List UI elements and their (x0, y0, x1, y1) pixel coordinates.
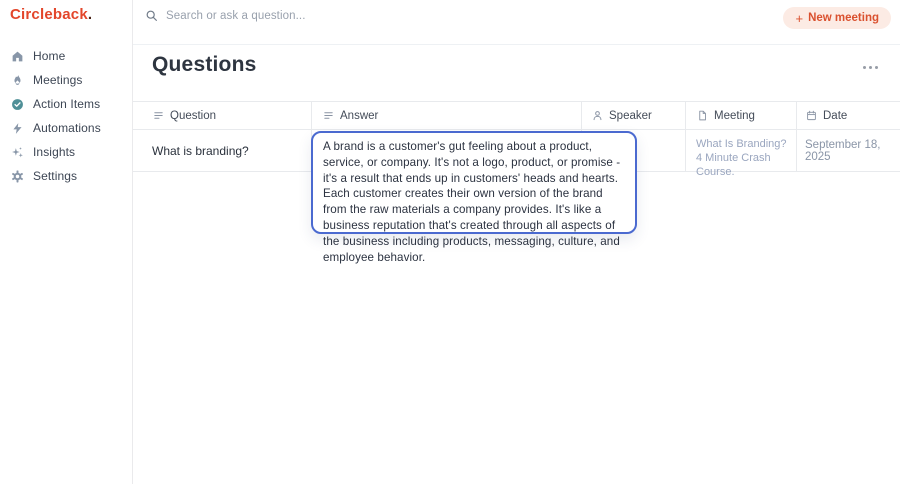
plus-icon: + (795, 10, 804, 26)
column-label: Meeting (714, 109, 755, 122)
text-lines-icon (322, 110, 334, 122)
answer-cell-expanded[interactable] (311, 131, 637, 264)
page-title: Questions (152, 53, 257, 76)
logo-text: Circleback (10, 6, 88, 23)
column-label: Answer (340, 109, 379, 122)
header-divider (133, 44, 900, 45)
sidebar-item-home[interactable] (0, 44, 132, 68)
logo-dot: . (87, 6, 93, 23)
column-label: Question (170, 109, 217, 122)
question-cell[interactable]: What is branding? (152, 143, 249, 158)
new-meeting-label: New meeting (808, 12, 879, 24)
column-header-question[interactable] (152, 102, 216, 129)
home-icon (10, 49, 24, 63)
sidebar-item-label: Settings (33, 169, 78, 183)
table-header (133, 101, 900, 130)
column-label: Speaker (609, 109, 652, 122)
more-options-button[interactable] (858, 59, 882, 75)
sidebar (0, 0, 133, 484)
lightning-icon (10, 121, 24, 135)
sidebar-item-label: Automations (33, 121, 101, 135)
sidebar-item-label: Action Items (33, 97, 101, 111)
search-placeholder: Search or ask a question... (166, 9, 306, 22)
check-circle-icon (10, 97, 24, 111)
flame-icon (10, 73, 24, 87)
sidebar-item-label: Insights (33, 145, 76, 159)
more-options-icon (863, 66, 866, 69)
column-header-meeting[interactable] (696, 102, 755, 129)
sidebar-item-action-items[interactable] (0, 92, 132, 116)
sidebar-item-insights[interactable] (0, 140, 132, 164)
sidebar-item-meetings[interactable] (0, 68, 132, 92)
file-icon (696, 110, 708, 122)
sidebar-item-settings[interactable] (0, 164, 132, 188)
app-logo[interactable] (10, 6, 92, 23)
meeting-link[interactable]: What Is Branding? 4 Minute Crash Course. (696, 138, 787, 178)
date-cell[interactable]: September 18, 2025 (805, 138, 881, 163)
column-header-speaker[interactable] (591, 102, 652, 129)
search-bar[interactable] (145, 9, 306, 22)
column-header-date[interactable] (805, 102, 847, 129)
search-icon (145, 9, 158, 22)
sidebar-item-automations[interactable] (0, 116, 132, 140)
sparkles-icon (10, 145, 24, 159)
person-icon (591, 110, 603, 122)
calendar-icon (805, 110, 817, 122)
column-header-answer[interactable] (322, 102, 378, 129)
column-label: Date (823, 109, 848, 122)
sidebar-item-label: Home (33, 49, 66, 63)
gear-icon (10, 169, 24, 183)
sidebar-item-label: Meetings (33, 73, 83, 87)
text-lines-icon (152, 110, 164, 122)
answer-text: A brand is a customer's gut feeling about a product, service, or company. It's not a logo, product, or promise - it's a result that ends up in customers' heads and hearts. Each customer creates their own version of the brand from the raw materials a company provides. It's like a business reputation that's created through all aspects of the business including products, messaging, culture, and employee behavior. (323, 140, 621, 264)
sidebar-nav (0, 44, 132, 188)
new-meeting-button[interactable] (783, 7, 891, 29)
